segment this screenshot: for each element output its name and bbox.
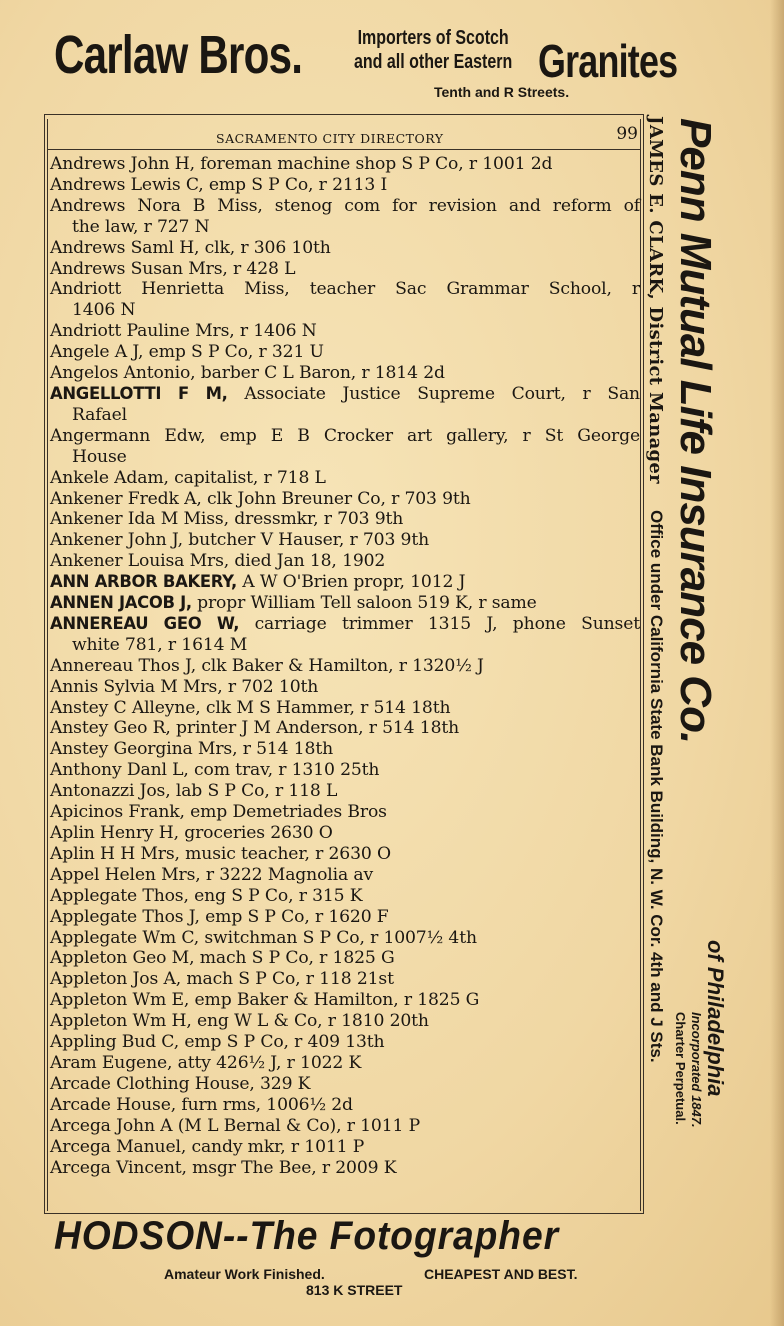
side-ad-of: of xyxy=(703,940,728,961)
directory-entry xyxy=(50,238,640,259)
entry-text: Aram Eugene, atty 426½ J, r 1022 K xyxy=(50,1052,362,1073)
entry-line xyxy=(50,489,640,510)
directory-entry xyxy=(50,1158,640,1179)
directory-entry xyxy=(50,1137,640,1158)
entry-text: Appleton Wm E, emp Baker & Hamilton, r 1825 G xyxy=(50,990,480,1011)
entry-text: Annis Sylvia M Mrs, r 702 10th xyxy=(50,676,319,697)
side-ad-city-name: Philadelphia xyxy=(703,966,728,1097)
directory-entry xyxy=(50,196,640,238)
side-ad-office: Office under California State Bank Building, N. W. Cor. 4th and J Sts. xyxy=(647,510,666,1063)
entry-line xyxy=(50,907,640,928)
entry-text: Applegate Wm C, switchman S P Co, r 1007½ 4th xyxy=(50,927,477,948)
entry-line xyxy=(50,1032,640,1053)
entry-bold-name: ANNEREAU GEO W, xyxy=(50,613,240,633)
directory-entry xyxy=(50,656,640,677)
entry-line xyxy=(50,886,640,907)
entry-text: Ankener Ida M Miss, dressmkr, r 703 9th xyxy=(50,509,404,530)
entry-bold-name: ANNEN JACOB J, xyxy=(50,593,192,613)
directory-entry xyxy=(50,823,640,844)
directory-entry xyxy=(50,1116,640,1137)
directory-entry xyxy=(50,781,640,802)
entry-line xyxy=(50,928,640,949)
entry-continuation: white 781, r 1614 M xyxy=(72,634,248,655)
directory-entry xyxy=(50,1074,640,1095)
entry-text: Ankele Adam, capitalist, r 718 L xyxy=(50,467,326,488)
directory-entry xyxy=(50,1095,640,1116)
directory-entry xyxy=(50,1032,640,1053)
entry-continuation: Rafael xyxy=(72,404,127,425)
directory-entry xyxy=(50,677,640,698)
entry-line xyxy=(50,530,640,551)
bottom-ad-left-line: Amateur Work Finished. xyxy=(164,1266,325,1282)
header-rule xyxy=(48,149,640,150)
page-edge-shadow xyxy=(770,0,784,1326)
directory-entry xyxy=(50,990,640,1011)
entry-line xyxy=(50,154,640,175)
entry-line xyxy=(50,1137,640,1158)
directory-entry xyxy=(50,572,640,593)
directory-entry xyxy=(50,802,640,823)
directory-entry xyxy=(50,468,640,489)
entry-line xyxy=(50,363,640,384)
entry-text: Ankener Louisa Mrs, died Jan 18, 1902 xyxy=(50,551,386,572)
entry-line xyxy=(50,572,640,593)
directory-entry xyxy=(50,865,640,886)
entry-line xyxy=(50,990,640,1011)
entry-text: Anstey Geo R, printer J M Anderson, r 514 18th xyxy=(50,718,460,739)
directory-entry xyxy=(50,154,640,175)
entry-line xyxy=(50,969,640,990)
entry-line xyxy=(50,321,640,342)
entry-line xyxy=(50,509,640,530)
entry-text: Andrews Nora B Miss, stenog com for revision and reform of xyxy=(50,195,640,216)
directory-entry xyxy=(50,928,640,949)
entry-line xyxy=(50,718,640,739)
entry-line xyxy=(50,1053,640,1074)
side-ad-charter: Charter Perpetual. xyxy=(673,1012,688,1125)
entry-text: Anstey Georgina Mrs, r 514 18th xyxy=(50,739,334,760)
bottom-ad-title: HODSON--The Fotographer xyxy=(54,1214,559,1258)
directory-entries xyxy=(50,154,640,1178)
entry-text: Aplin H H Mrs, music teacher, r 2630 O xyxy=(50,843,391,864)
directory-entry xyxy=(50,342,640,363)
entry-text: Appleton Geo M, mach S P Co, r 1825 G xyxy=(50,948,395,969)
ad-tagline xyxy=(354,26,512,74)
entry-text: Andriott Pauline Mrs, r 1406 N xyxy=(50,321,317,342)
entry-text: Associate Justice Supreme Court, r San xyxy=(227,383,640,404)
ad-tagline-line2: and all other Eastern xyxy=(354,51,513,73)
entry-line xyxy=(50,760,640,781)
entry-text: Anthony Danl L, com trav, r 1310 25th xyxy=(50,760,380,781)
entry-bold-name: ANGELLOTTI F M, xyxy=(50,383,228,403)
entry-line xyxy=(50,656,640,677)
side-ad-agent: JAMES E. CLARK, District Manager xyxy=(645,116,666,484)
entry-line xyxy=(50,823,640,844)
entry-text: Angelos Antonio, barber C L Baron, r 1814 2d xyxy=(50,363,445,384)
ad-tagline-line1: Importers of Scotch xyxy=(357,27,509,49)
entry-line xyxy=(50,614,640,635)
directory-entry xyxy=(50,907,640,928)
entry-line xyxy=(50,259,640,280)
entry-text: Applegate Thos, eng S P Co, r 315 K xyxy=(50,885,363,906)
entry-text: Arcega John A (M L Bernal & Co), r 1011 P xyxy=(50,1115,420,1136)
entry-line xyxy=(50,1011,640,1032)
directory-entry xyxy=(50,321,640,342)
directory-entry xyxy=(50,718,640,739)
entry-continuation: House xyxy=(72,446,127,467)
directory-entry xyxy=(50,844,640,865)
entry-line xyxy=(50,844,640,865)
entry-text: Apicinos Frank, emp Demetriades Bros xyxy=(50,802,387,823)
entry-text: Angele A J, emp S P Co, r 321 U xyxy=(50,342,324,363)
bottom-ad-right-line: CHEAPEST AND BEST. xyxy=(424,1266,578,1282)
running-head: SACRAMENTO CITY DIRECTORY xyxy=(216,131,444,146)
page-number: 99 xyxy=(616,124,638,144)
directory-entry xyxy=(50,698,640,719)
entry-line xyxy=(50,593,640,614)
entry-text: Applegate Thos J, emp S P Co, r 1620 F xyxy=(50,906,389,927)
directory-entry xyxy=(50,551,640,572)
entry-line xyxy=(50,175,640,196)
entry-text: Ankener John J, butcher V Hauser, r 703 9th xyxy=(50,530,429,551)
directory-entry xyxy=(50,593,640,614)
entry-line xyxy=(50,865,640,886)
ad-product: Granites xyxy=(538,35,678,87)
ad-company-name: Carlaw Bros. xyxy=(54,25,303,85)
directory-entry xyxy=(50,259,640,280)
top-advertisement xyxy=(54,18,704,110)
entry-line xyxy=(50,739,640,760)
directory-entry xyxy=(50,509,640,530)
entry-text: carriage trimmer 1315 J, phone Sunset xyxy=(239,613,640,634)
entry-line xyxy=(50,468,640,489)
entry-line xyxy=(50,238,640,259)
directory-entry xyxy=(50,969,640,990)
entry-line xyxy=(50,698,640,719)
entry-text: Anstey C Alleyne, clk M S Hammer, r 514 18th xyxy=(50,697,451,718)
entry-text: Ankener Fredk A, clk John Breuner Co, r 703 9th xyxy=(50,488,471,509)
entry-text: Annereau Thos J, clk Baker & Hamilton, r 1320½ J xyxy=(50,655,484,676)
entry-text: Appling Bud C, emp S P Co, r 409 13th xyxy=(50,1032,385,1053)
entry-line xyxy=(50,1158,640,1179)
side-ad-incorporated: Incorporated 1847. xyxy=(689,1012,704,1128)
entry-text: Angermann Edw, emp E B Crocker art gallery, r St George xyxy=(50,425,640,446)
side-ad-company: Penn Mutual Life Insurance Co. xyxy=(671,118,720,744)
ad-address: Tenth and R Streets. xyxy=(434,84,570,100)
directory-entry xyxy=(50,363,640,384)
entry-text: Appleton Jos A, mach S P Co, r 118 21st xyxy=(50,969,394,990)
directory-entry xyxy=(50,530,640,551)
entry-line xyxy=(50,1074,640,1095)
directory-entry xyxy=(50,739,640,760)
entry-text: Arcade House, furn rms, 1006½ 2d xyxy=(50,1094,353,1115)
entry-text: Andrews Susan Mrs, r 428 L xyxy=(50,258,296,279)
entry-line xyxy=(50,279,640,300)
entry-line xyxy=(50,342,640,363)
entry-text: Arcega Manuel, candy mkr, r 1011 P xyxy=(50,1136,365,1157)
entry-text: Andrews Lewis C, emp S P Co, r 2113 I xyxy=(50,174,388,195)
directory-entry xyxy=(50,1011,640,1032)
entry-text: Appleton Wm H, eng W L & Co, r 1810 20th xyxy=(50,1011,429,1032)
entry-text: Andrews Saml H, clk, r 306 10th xyxy=(50,237,331,258)
side-ad-city xyxy=(702,940,728,1096)
entry-continuation: the law, r 727 N xyxy=(72,216,210,237)
directory-entry xyxy=(50,426,640,468)
entry-text: A W O'Brien propr, 1012 J xyxy=(236,572,466,593)
entry-line xyxy=(50,551,640,572)
entry-line xyxy=(50,802,640,823)
entry-text: Andriott Henrietta Miss, teacher Sac Grammar School, r xyxy=(50,279,640,300)
directory-entry xyxy=(50,175,640,196)
directory-entry xyxy=(50,279,640,321)
directory-entry xyxy=(50,1053,640,1074)
entry-line xyxy=(50,781,640,802)
directory-entry xyxy=(50,489,640,510)
entry-text: Appel Helen Mrs, r 3222 Magnolia av xyxy=(50,864,374,885)
directory-entry xyxy=(50,760,640,781)
bottom-ad-address: 813 K STREET xyxy=(306,1282,403,1298)
entry-text: propr William Tell saloon 519 K, r same xyxy=(191,593,537,614)
entry-bold-name: ANN ARBOR BAKERY, xyxy=(50,572,237,592)
entry-text: Andrews John H, foreman machine shop S P Co, r 1001 2d xyxy=(50,154,553,174)
entry-line xyxy=(50,384,640,405)
directory-entry xyxy=(50,948,640,969)
entry-text: Arcega Vincent, msgr The Bee, r 2009 K xyxy=(50,1157,397,1178)
entry-line xyxy=(50,426,640,447)
entry-continuation: 1406 N xyxy=(72,300,136,321)
directory-entry xyxy=(50,384,640,426)
directory-entry xyxy=(50,886,640,907)
directory-entry xyxy=(50,614,640,656)
entry-text: Aplin Henry H, groceries 2630 O xyxy=(50,823,333,843)
entry-text: Antonazzi Jos, lab S P Co, r 118 L xyxy=(50,781,338,802)
entry-line xyxy=(50,196,640,217)
entry-line xyxy=(50,948,640,969)
entry-text: Arcade Clothing House, 329 K xyxy=(50,1073,311,1094)
entry-line xyxy=(50,1116,640,1137)
entry-line xyxy=(50,677,640,698)
entry-line xyxy=(50,1095,640,1116)
